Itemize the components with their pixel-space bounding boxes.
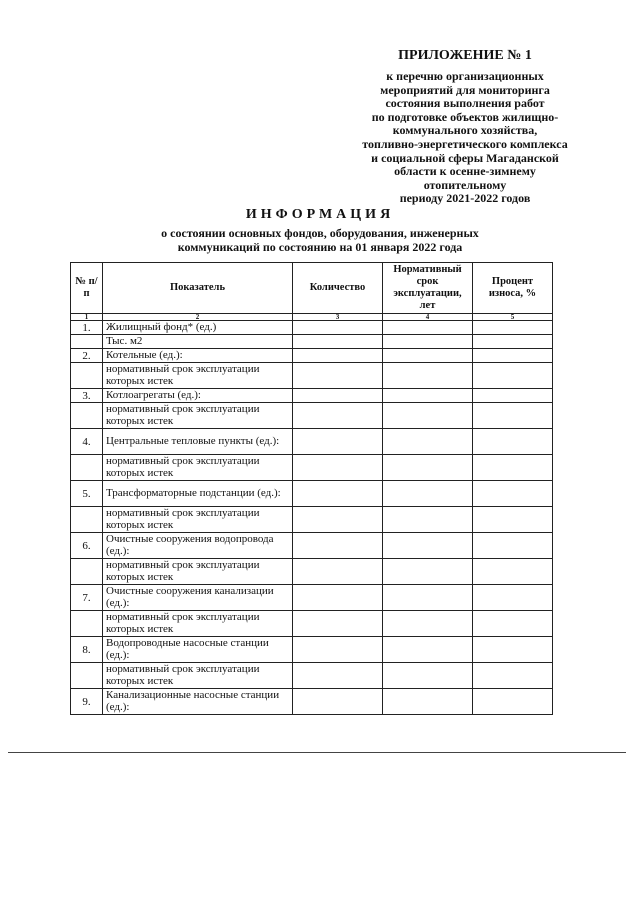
row-service-life-cell <box>383 533 473 559</box>
row-quantity-cell <box>293 559 383 585</box>
table-row <box>71 429 553 455</box>
header-indicator: Показатель <box>103 263 293 314</box>
table-row <box>71 363 553 389</box>
row-indicator: Тыс. м2 <box>103 335 293 349</box>
table-body <box>71 321 553 715</box>
row-service-life-cell <box>383 389 473 403</box>
row-quantity-cell <box>293 403 383 429</box>
row-service-life-cell <box>383 559 473 585</box>
row-wear-cell <box>473 335 553 349</box>
row-number <box>71 507 103 533</box>
row-number: 8. <box>71 637 103 663</box>
table-row <box>71 321 553 335</box>
row-quantity-cell <box>293 429 383 455</box>
table-row <box>71 507 553 533</box>
row-indicator: нормативный срок эксплуатации которых истек <box>103 559 293 585</box>
row-wear-cell <box>473 389 553 403</box>
row-wear-cell <box>473 349 553 363</box>
page-divider <box>8 752 626 753</box>
appendix-line: области к осенне-зимнему <box>394 164 536 179</box>
row-quantity-cell <box>293 637 383 663</box>
appendix-line: топливно-энергетического комплекса <box>362 136 568 151</box>
appendix-line: отопительному <box>423 177 507 192</box>
row-indicator: нормативный срок эксплуатации которых истек <box>103 363 293 389</box>
row-number <box>71 559 103 585</box>
row-quantity-cell <box>293 455 383 481</box>
row-quantity-cell <box>293 321 383 335</box>
appendix-line: периоду 2021-2022 годов <box>399 191 531 206</box>
table-row <box>71 455 553 481</box>
row-wear-cell <box>473 663 553 689</box>
row-wear-cell <box>473 429 553 455</box>
row-number <box>71 455 103 481</box>
row-number: 2. <box>71 349 103 363</box>
row-indicator: Центральные тепловые пункты (ед.): <box>103 429 293 455</box>
row-indicator: Канализационные насосные станции (ед.): <box>103 689 293 715</box>
row-service-life-cell <box>383 335 473 349</box>
column-number: 1 <box>71 314 103 321</box>
row-wear-cell <box>473 481 553 507</box>
row-service-life-cell <box>383 403 473 429</box>
row-number: 9. <box>71 689 103 715</box>
row-number: 5. <box>71 481 103 507</box>
appendix-line: по подготовке объектов жилищно- <box>371 109 559 124</box>
row-quantity-cell <box>293 481 383 507</box>
appendix-block <box>330 48 600 206</box>
row-service-life-cell <box>383 455 473 481</box>
appendix-line: коммунального хозяйства, <box>392 123 538 138</box>
header-num: № п/п <box>71 263 103 314</box>
row-indicator: Жилищный фонд* (ед.) <box>103 321 293 335</box>
table-row <box>71 637 553 663</box>
column-number: 2 <box>103 314 293 321</box>
row-indicator: Водопроводные насосные станции (ед.): <box>103 637 293 663</box>
row-indicator: нормативный срок эксплуатации которых истек <box>103 611 293 637</box>
row-indicator: нормативный срок эксплуатации которых истек <box>103 403 293 429</box>
table-row <box>71 403 553 429</box>
row-wear-cell <box>473 585 553 611</box>
row-number: 6. <box>71 533 103 559</box>
table-row <box>71 335 553 349</box>
row-wear-cell <box>473 637 553 663</box>
document-subtitle <box>100 226 540 254</box>
row-quantity-cell <box>293 363 383 389</box>
table-row <box>71 585 553 611</box>
appendix-line: и социальной сферы Магаданской <box>371 150 559 165</box>
table-row <box>71 559 553 585</box>
row-wear-cell <box>473 321 553 335</box>
table-row <box>71 611 553 637</box>
row-wear-cell <box>473 559 553 585</box>
row-service-life-cell <box>383 321 473 335</box>
row-wear-cell <box>473 689 553 715</box>
document-title: ИНФОРМАЦИЯ <box>245 207 395 222</box>
row-wear-cell <box>473 455 553 481</box>
appendix-line: мероприятий для мониторинга <box>380 82 550 97</box>
row-service-life-cell <box>383 689 473 715</box>
row-indicator: нормативный срок эксплуатации которых истек <box>103 507 293 533</box>
column-number-row <box>71 314 553 321</box>
row-number <box>71 403 103 429</box>
row-service-life-cell <box>383 637 473 663</box>
row-quantity-cell <box>293 389 383 403</box>
row-service-life-cell <box>383 481 473 507</box>
row-indicator: Котельные (ед.): <box>103 349 293 363</box>
row-service-life-cell <box>383 349 473 363</box>
row-quantity-cell <box>293 611 383 637</box>
table-row <box>71 689 553 715</box>
row-number <box>71 335 103 349</box>
table-row <box>71 533 553 559</box>
row-quantity-cell <box>293 533 383 559</box>
appendix-line: к перечню организационных <box>386 69 544 83</box>
row-indicator: Очистные сооружения канализации (ед.): <box>103 585 293 611</box>
row-wear-cell <box>473 611 553 637</box>
table-row <box>71 663 553 689</box>
row-indicator: нормативный срок эксплуатации которых истек <box>103 663 293 689</box>
row-quantity-cell <box>293 585 383 611</box>
row-number <box>71 363 103 389</box>
row-quantity-cell <box>293 689 383 715</box>
row-number: 4. <box>71 429 103 455</box>
row-service-life-cell <box>383 585 473 611</box>
subtitle-line: о состоянии основных фондов, оборудования, инженерных <box>161 226 479 240</box>
row-quantity-cell <box>293 663 383 689</box>
row-number: 1. <box>71 321 103 335</box>
row-quantity-cell <box>293 349 383 363</box>
appendix-heading: ПРИЛОЖЕНИЕ № 1 <box>398 48 532 63</box>
row-number <box>71 611 103 637</box>
row-number: 3. <box>71 389 103 403</box>
row-indicator: нормативный срок эксплуатации которых истек <box>103 455 293 481</box>
appendix-line: состояния выполнения работ <box>385 96 545 111</box>
row-indicator: Трансформаторные подстанции (ед.): <box>103 481 293 507</box>
row-wear-cell <box>473 507 553 533</box>
row-service-life-cell <box>383 611 473 637</box>
row-quantity-cell <box>293 507 383 533</box>
table-row <box>71 481 553 507</box>
table-row <box>71 389 553 403</box>
appendix-reference <box>330 70 600 206</box>
row-number: 7. <box>71 585 103 611</box>
header-service-life: Нормативный срок эксплуатации, лет <box>383 263 473 314</box>
subtitle-line: коммуникаций по состоянию на 01 января 2022 года <box>177 240 463 254</box>
header-wear-percent: Процент износа, % <box>473 263 553 314</box>
row-service-life-cell <box>383 363 473 389</box>
row-wear-cell <box>473 533 553 559</box>
row-service-life-cell <box>383 429 473 455</box>
header-quantity: Количество <box>293 263 383 314</box>
column-number: 3 <box>293 314 383 321</box>
column-number: 5 <box>473 314 553 321</box>
table-row <box>71 349 553 363</box>
row-wear-cell <box>473 403 553 429</box>
row-quantity-cell <box>293 335 383 349</box>
indicators-table <box>70 262 553 715</box>
row-service-life-cell <box>383 663 473 689</box>
table-header-row <box>71 263 553 314</box>
row-wear-cell <box>473 363 553 389</box>
row-number <box>71 663 103 689</box>
row-service-life-cell <box>383 507 473 533</box>
row-indicator: Очистные сооружения водопровода (ед.): <box>103 533 293 559</box>
column-number: 4 <box>383 314 473 321</box>
row-indicator: Котлоагрегаты (ед.): <box>103 389 293 403</box>
